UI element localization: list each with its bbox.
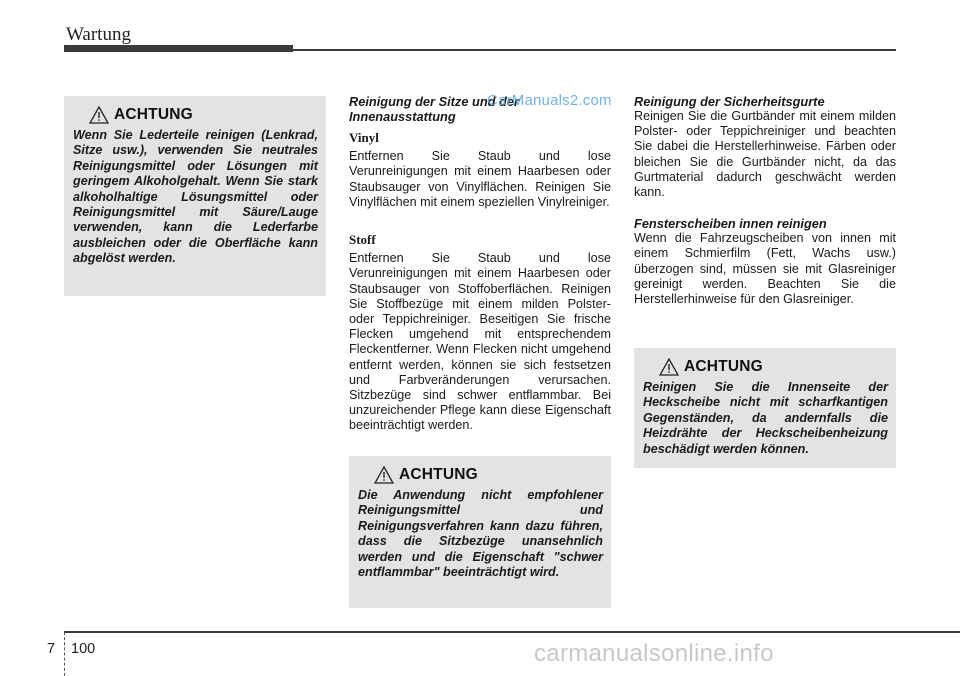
section-heading-windows: Fensterscheiben innen reinigen	[634, 216, 827, 232]
header-title: Wartung	[66, 24, 131, 45]
header-rule-thick	[64, 45, 293, 52]
warning-box-rear-window	[634, 348, 896, 468]
paragraph-seatbelts: Reinigen Sie die Gurtbänder mit einem milden Polster- oder Teppichreiniger und beachten Sie dabei die Herstellerhinweise. Färben oder bleichen Sie die Gurtbänder nicht, da das Gurtmaterial dadurch geschwächt werden kann.	[634, 109, 896, 200]
subheading-stoff: Stoff	[349, 232, 376, 248]
subheading-vinyl: Vinyl	[349, 130, 379, 145]
warning-title: ACHTUNG	[114, 106, 193, 123]
page-number: 100	[71, 641, 96, 657]
warning-header	[73, 106, 318, 124]
warning-title: ACHTUNG	[399, 466, 478, 483]
watermark-carmanuals2: CarManuals2.com	[487, 92, 612, 109]
paragraph-stoff: Entfernen Sie Staub und lose Verunreinigungen mit einem Haarbesen oder Staubsauger von Stoffoberflächen. Reinigen Sie Stoffbezüge mit einem milden Polster- oder Teppichreiniger. Beseitigen Sie frische Flecken umgehend mit entsprechendem Fleckentferner. Wenn Flecken nicht umgehend entfernt werden, können sie sich festsetzen und Farbveränderungen verursachen. Sitzbezüge sind schwer entflammbar. Bei unzureichender Pflege kann diese Eigenschaft beeinträchtigt werden.	[349, 251, 611, 433]
warning-text: Reinigen Sie die Innenseite der Heckscheibe nicht mit scharfkantigen Gegenständen, da andernfalls die Heizdrähte der Heckscheibenheizung beschädigt werden können.	[643, 380, 888, 456]
paragraph-windows: Wenn die Fahrzeugscheiben von innen mit einem Schmierfilm (Fett, Wachs usw.) überzogen sind, müssen sie mit Glasreiniger gereinigt werden. Beachten Sie die Herstellerhinweise für den Glasreiniger.	[634, 231, 896, 307]
warning-header	[643, 358, 888, 376]
warning-box-leather	[64, 96, 326, 296]
warning-box-cleaning-agents	[349, 456, 611, 608]
warning-title: ACHTUNG	[684, 358, 763, 375]
footer-rule	[64, 631, 960, 633]
footer-divider	[64, 632, 65, 676]
footer-watermark-url[interactable]: carmanualsonline.info	[534, 640, 774, 667]
warning-text: Die Anwendung nicht empfohlener Reinigungsmittel und Reinigungsverfahren kann dazu führen, dass die Sitzbezüge unansehnlich werden und die Eigenschaft "schwer entflammbar" beeinträchtigt wird.	[358, 488, 603, 580]
section-heading-seatbelts: Reinigung der Sicherheitsgurte	[634, 94, 825, 109]
warning-triangle-icon	[374, 466, 394, 484]
warning-text: Wenn Sie Lederteile reinigen (Lenkrad, Sitze usw.), verwenden Sie neutrales Reinigungsmittel oder Lösungen mit geringem Alkoholgehalt. Wenn Sie stark alkoholhaltige Lösungsmittel oder Reinigungsmittel mit Säure/Lauge verwenden, kann die Lederfarbe ausbleichen oder die Oberfläche kann abgelöst werden.	[73, 128, 318, 266]
header-rule-thin	[293, 49, 896, 51]
paragraph-vinyl: Entfernen Sie Staub und lose Verunreinigungen mit einem Haarbesen oder Staubsauger von Vinylflächen. Reinigen Sie Vinylflächen mit einem speziellen Vinylreiniger.	[349, 149, 611, 209]
column-right	[634, 94, 896, 307]
warning-triangle-icon	[659, 358, 679, 376]
warning-header	[358, 466, 603, 484]
warning-triangle-icon	[89, 106, 109, 124]
chapter-number: 7	[47, 641, 56, 657]
column-middle	[349, 94, 611, 434]
section-heading-seats: Reinigung der Sitze und der Innenausstattung	[349, 94, 519, 124]
